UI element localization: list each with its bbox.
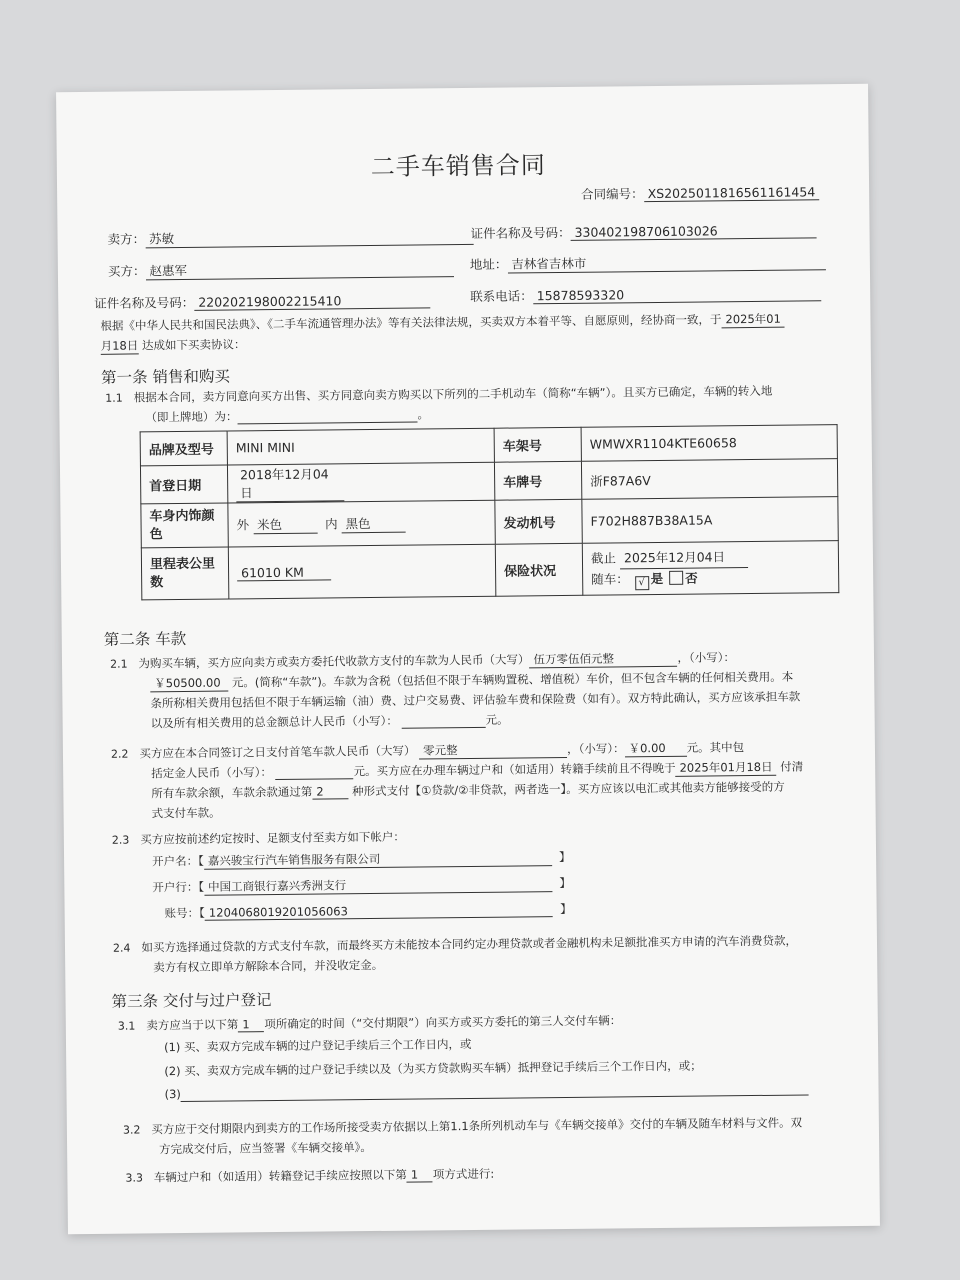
clause-3-2: 3.2 买方应于交付期限内到卖方的工作场所接受卖方依据以上第1.1条所列机动车与《车辆交接单》交付的车辆及随车材料与文件。双: [122, 1115, 803, 1137]
clause-3-3: 3.3 车辆过户和（如适用）转籍登记手续应按照以下第 1 项方式进行:: [125, 1166, 495, 1185]
payment-deadline: 2025年01月18日: [675, 759, 776, 777]
brand-value: MINI MINI: [227, 428, 494, 465]
contract-sheet: [56, 84, 880, 1234]
clause-2-1-d: 以及所有相关费用的总金额总计人民币（小写）： 元。: [150, 712, 509, 731]
article-2-title: 第二条 车款: [103, 629, 187, 649]
reg-date-cell: [227, 462, 494, 503]
buyer-id-value: 220202198002215410: [194, 292, 430, 310]
account-number: 1204068019201056063: [205, 902, 553, 921]
clause-2-1-c: 条所称相关费用包括但不限于车辆运输（油）费、过户交易费、评估验车费和保险费（如有）。双方特此确认，买方应该承担车款: [150, 689, 801, 711]
delivery-item: 1: [238, 1017, 264, 1032]
clause-2-2-c: 所有车款余额，车款余款通过第 2 种形式支付【①贷款/②非贷款，两者选一】。买方应该以电汇或其他卖方能够接受的方: [151, 779, 785, 801]
buyer-field: 买方： 赵惠军: [108, 258, 454, 281]
color-label: 车身内饰颜色: [141, 503, 228, 548]
buyer-id-field: 证件名称及号码： 220202198002215410: [94, 290, 430, 312]
vehicle-info-table: [140, 424, 840, 600]
vin-label: 车架号: [494, 427, 581, 462]
brand-label: 品牌及型号: [140, 431, 227, 466]
first-payment: ￥0.00: [624, 740, 686, 758]
clause-2-1-b: ￥50500.00 元。(简称“车款”)。车款为含税（包括但不限于车辆购置税、增值税）车价，但不包含车辆的任何相关费用。本: [150, 669, 793, 693]
engine-label: 发动机号: [495, 499, 582, 544]
interior-color: 黑色: [341, 514, 405, 534]
mileage-label: 里程表公里数: [141, 547, 229, 600]
engine-value: F702H887B38A15A: [582, 497, 838, 544]
clause-3-1: 3.1 卖方应当于以下第 1 项所确定的时间（“交付期限”）向买方或买方委托的第三人交付车辆：: [117, 1013, 622, 1033]
insurance-cell: 截止 2025年12月04日 随车： √ 是 否: [582, 541, 839, 596]
address-field: 地址： 吉林省吉林市: [470, 251, 826, 274]
clause-2-1: 2.1 为购买车辆，买方应向卖方或卖方委托代收款方支付的车款为人民币（大写） 伍万零伍佰元整 ，（小写）：: [109, 650, 736, 671]
total-amount-cn: 伍万零伍佰元整: [529, 650, 677, 669]
account-bank: 中国工商银行嘉兴秀洲支行: [204, 875, 552, 896]
phone-value: 15878593320: [533, 285, 821, 304]
account-number-field: 账号：【 1204068019201056063 】: [164, 901, 572, 921]
account-bank-field: 开户行：【 中国工商银行嘉兴秀洲支行 】: [152, 875, 571, 895]
reg-date-value: 2018年12月04日: [236, 464, 344, 502]
account-name: 嘉兴骏宝行汽车销售服务有限公司: [204, 849, 552, 870]
clause-3-1-option-2: (2) 买、卖双方完成车辆的过户登记手续以及（为买方贷款购买车辆）抵押登记手续后三个工作日内，或；: [164, 1058, 702, 1079]
clause-3-1-option-3: (3): [164, 1080, 808, 1102]
phone-field: 联系电话： 15878593320: [470, 283, 821, 305]
address-value: 吉林省吉林市: [507, 251, 825, 273]
first-payment-cn: 零元整: [419, 741, 567, 760]
preamble-2: 月18日 达成如下买卖协议：: [100, 337, 246, 353]
page-title: 二手车销售合同: [370, 151, 546, 181]
clause-2-2-d: 式支付车款。: [151, 805, 221, 821]
clause-1-1: 1.1 根据本合同，卖方同意向买方出售、买方同意向卖方购买以下所列的二手机动车（简称“车辆”）。且买方已确定，车辆的转入地: [105, 383, 773, 405]
insurance-until: 2025年12月04日: [620, 547, 748, 569]
clause-3-1-option-1: (1) 买、卖双方完成车辆的过户登记手续后三个工作日内，或: [163, 1036, 472, 1055]
vin-value: WMWXR1104KTE60658: [581, 425, 837, 462]
payment-method: 2: [312, 784, 348, 799]
transfer-item: 1: [407, 1167, 433, 1182]
clause-2-4-b: 卖方有权立即单方解除本合同，并没收定金。: [153, 957, 384, 975]
reg-date-label: 首登日期: [140, 465, 227, 504]
clause-2-3: 2.3 买方应按前述约定按时、足额支付至卖方如下帐户：: [111, 829, 405, 847]
mileage-cell: [228, 544, 496, 599]
clause-2-2: 2.2 买方应在本合同签订之日支付首笔车款人民币（大写） 零元整 ，（小写）： ￥0.00 元。其中包: [110, 740, 745, 761]
exterior-color: 米色: [253, 515, 317, 535]
insurance-label: 保险状况: [495, 543, 583, 596]
color-cell: 外 米色 内 黑色: [228, 500, 495, 547]
contract-number-value: XS2025011816561161454: [644, 184, 820, 202]
mileage-value: 61010 KM: [237, 564, 331, 581]
table-row: [141, 541, 839, 600]
seller-field: 卖方： 苏敏: [107, 226, 473, 249]
plate-value: 浙F87A6V: [581, 459, 837, 500]
seller-id-field: 证件名称及号码： 330402198706103026: [470, 220, 816, 242]
seller-value: 苏敏: [145, 226, 473, 248]
table-row: [141, 497, 838, 548]
article-3-title: 第三条 交付与过户登记: [111, 991, 272, 1011]
buyer-value: 赵惠军: [145, 258, 453, 280]
seller-id-value: 330402198706103026: [570, 222, 816, 241]
clause-2-2-b: 括定金人民币（小写）： 元。买方应在办理车辆过户和（如适用）转籍手续前且不得晚于 2025年01月18日 付清: [151, 759, 804, 781]
account-name-field: 开户名：【 嘉兴骏宝行汽车销售服务有限公司 】: [152, 849, 571, 869]
contract-number: 合同编号： XS2025011816561161454: [581, 182, 819, 202]
clause-2-4: 2.4 如买方选择通过贷款的方式支付车款，而最终买方未能按本合同约定办理贷款或者金融机构未足额批准买方申请的汽车消费贷款，: [112, 933, 798, 955]
checkbox-yes[interactable]: √: [635, 576, 649, 590]
clause-1-1-line2: （即上牌地）为： 。: [145, 407, 430, 425]
preamble: 根据《中华人民共和国民法典》、《二手车流通管理办法》等有关法律法规，买卖双方本着平等、自愿原则，经协商一致，于 2025年01: [100, 311, 785, 335]
plate-label: 车牌号: [494, 461, 581, 500]
clause-3-2-b: 方完成交付后，应当签署《车辆交接单》。: [159, 1140, 372, 1157]
article-1-title: 第一条 销售和购买: [100, 367, 231, 387]
checkbox-no[interactable]: [669, 570, 683, 584]
total-amount: ￥50500.00: [150, 675, 228, 693]
